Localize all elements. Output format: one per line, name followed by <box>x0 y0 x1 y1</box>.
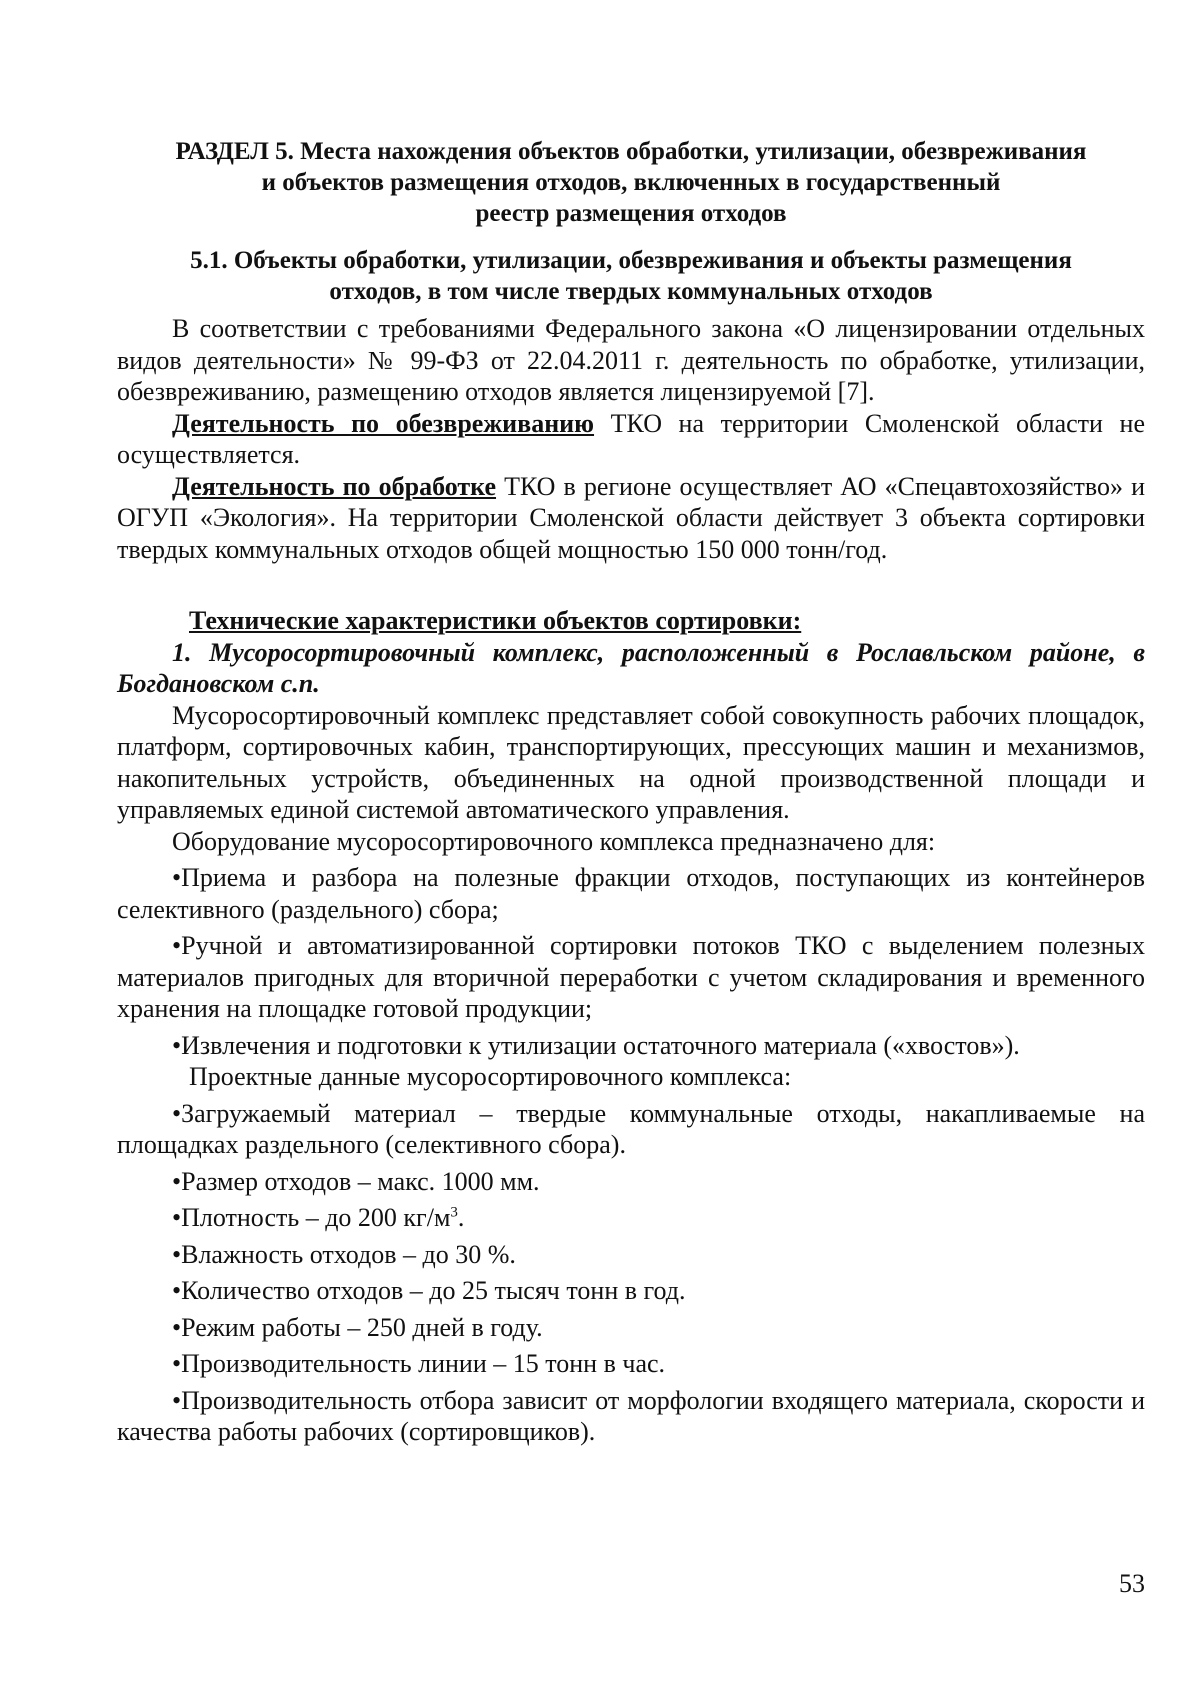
neutralization-lead: Деятельность по обезвреживанию <box>172 408 595 438</box>
design-item <box>117 1312 1145 1344</box>
purpose-item <box>117 930 1145 1025</box>
design-item-text: Влажность отходов – до 30 %. <box>181 1239 516 1269</box>
processing-lead: Деятельность по обработке <box>172 471 497 501</box>
processing-paragraph <box>117 471 1145 566</box>
design-item-text: Производительность отбора зависит от морфологии входящего материала, скорости и качества работы рабочих (сортировщиков). <box>117 1385 1145 1446</box>
bullet-icon: • <box>172 1166 182 1196</box>
processing-text: ТКО в регионе осуществляет АО «Спецавтохозяйство» и ОГУП «Экология». На территории Смоленской области действует 3 объекта сортировки твердых коммунальных отходов общей мощностью 150 000 тонн/год. <box>117 471 1145 564</box>
design-item-text: Количество отходов – до 25 тысяч тонн в год. <box>181 1276 686 1305</box>
purpose-item-text: Извлечения и подготовки к утилизации остаточного материала («хвостов»). <box>181 1030 1020 1060</box>
bullet-icon: • <box>172 1385 182 1415</box>
subsection-title-line: отходов, в том числе твердых коммунальных отходов <box>329 278 933 305</box>
bullet-icon: • <box>172 1239 182 1269</box>
density-text: Плотность – до 200 кг/м <box>181 1203 451 1232</box>
design-item <box>117 1166 1145 1198</box>
design-item <box>117 1385 1145 1448</box>
tech-heading <box>117 605 1145 637</box>
section-title-line: и объектов размещения отходов, включенных в государственный <box>261 169 1001 196</box>
intro-paragraph: В соответствии с требованиями Федерального закона «О лицензировании отдельных видов деятельности» № 99-ФЗ от 22.04.2011 г. деятельность по обработке, утилизации, обезвреживанию, размещению отходов является лицензируемой [7]. <box>117 314 1145 406</box>
section-title-line: РАЗДЕЛ 5. Места нахождения объектов обработки, утилизации, обезвреживания <box>175 138 1087 165</box>
purpose-item-text: Ручной и автоматизированной сортировки потоков ТКО с выделением полезных материалов пригодных для вторичной переработки с учетом складирования и временного хранения на площадке готовой продукции; <box>117 931 1145 1023</box>
page-number: 53 <box>1119 1569 1145 1598</box>
design-item <box>117 1275 1145 1307</box>
neutralization-text: ТКО на территории Смоленской области не осуществляется. <box>117 408 1145 469</box>
purpose-item <box>117 1030 1145 1062</box>
bullet-icon: • <box>172 1312 182 1342</box>
density-end: . <box>457 1203 465 1232</box>
subsection-title-line: 5.1. Объекты обработки, утилизации, обезвреживания и объекты размещения <box>190 247 1072 274</box>
design-intro: Проектные данные мусоросортировочного комплекса: <box>189 1062 792 1091</box>
design-item-text: Загружаемый материал – твердые коммунальные отходы, накапливаемые на площадках раздельного (селективного сбора). <box>117 1098 1145 1159</box>
design-item-text: Размер отходов – макс. 1000 мм. <box>181 1166 540 1196</box>
subsection-title <box>117 245 1145 307</box>
tech-heading-text: Технические характеристики объектов сортировки: <box>189 606 802 635</box>
neutralization-paragraph <box>117 408 1145 471</box>
bullet-icon: • <box>172 863 182 892</box>
bullet-icon: • <box>172 1203 182 1232</box>
design-item-density <box>117 1202 1145 1234</box>
bullet-icon: • <box>172 1349 182 1378</box>
purpose-item-text: Приема и разбора на полезные фракции отходов, поступающих из контейнеров селективного (раздельного) сбора; <box>117 863 1145 924</box>
design-item <box>117 1239 1145 1271</box>
design-item-text: Режим работы – 250 дней в году. <box>181 1312 543 1342</box>
bullet-icon: • <box>172 1276 182 1305</box>
complex-description: Мусоросортировочный комплекс представляет собой совокупность рабочих площадок, платформ, сортировочных кабин, транспортирующих, прессующих машин и механизмов, накопительных устройств, объединенных на одной производственной площади и управляемых единой системой автоматического управления. <box>117 700 1145 824</box>
bullet-icon: • <box>172 1030 182 1060</box>
design-item-text: Производительность линии – 15 тонн в час. <box>181 1349 666 1378</box>
section-title-line: реестр размещения отходов <box>475 200 787 227</box>
purpose-intro: Оборудование мусоросортировочного комплекса предназначено для: <box>172 826 936 856</box>
section-title <box>117 136 1145 229</box>
density-exponent: 3 <box>450 1204 458 1221</box>
design-item <box>117 1098 1145 1161</box>
item-heading: 1. Мусоросортировочный комплекс, расположенный в Рославльском районе, в Богдановском с.п. <box>117 637 1145 698</box>
design-item <box>117 1348 1145 1380</box>
purpose-item <box>117 862 1145 925</box>
bullet-icon: • <box>172 931 182 960</box>
bullet-icon: • <box>172 1098 182 1128</box>
